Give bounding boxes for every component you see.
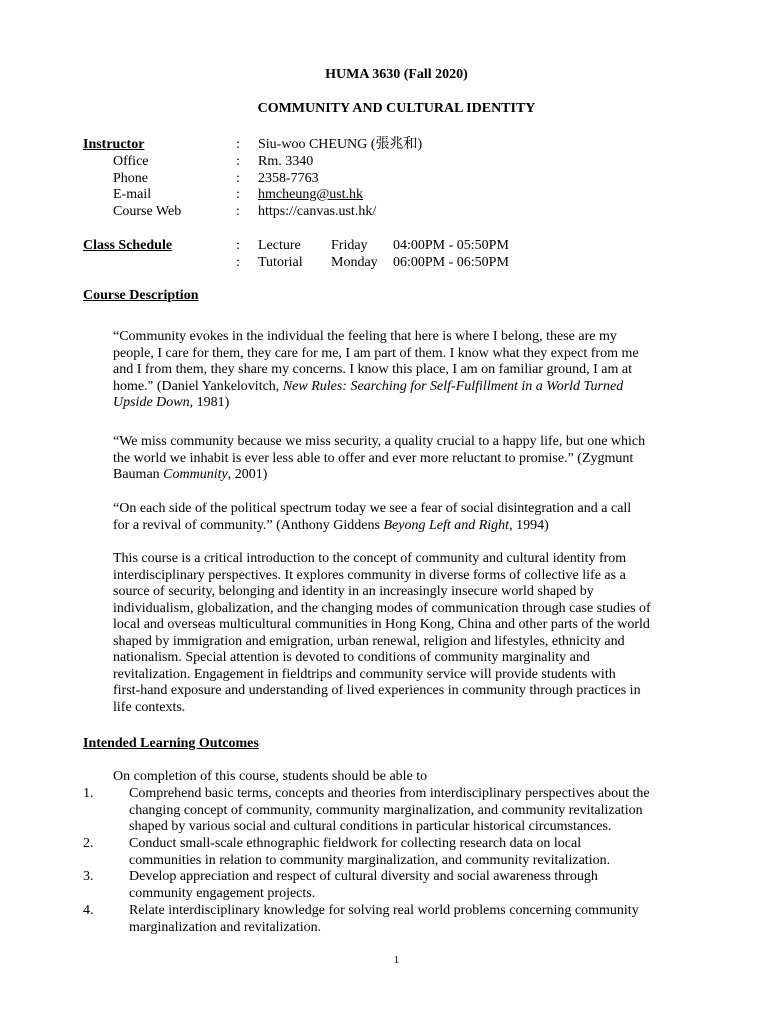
outcomes-intro: On completion of this course, students should be able to [113,769,428,784]
email-link[interactable]: hmcheung@ust.hk [258,187,364,202]
text-line [113,395,713,412]
text-span: Bauman [113,467,164,482]
schedule-type: Tutorial [258,255,303,270]
text-span: , 1994) [509,517,549,533]
text-line [113,467,713,484]
text-line: communities in relation to community marginalization, and community revitalization. [129,852,611,868]
list-item [129,903,639,936]
text-line: community engagement projects. [129,885,316,901]
text-line: Conduct small-scale ethnographic fieldwork for collecting research data on local [129,836,582,851]
learning-outcomes-heading: Intended Learning Outcomes [83,736,259,751]
text-line: interdisciplinary perspectives. It explores community in diverse forms of collective life as a [113,567,626,583]
phone-value: 2358-7763 [258,171,319,186]
schedule-time: 04:00PM - 05:50PM [393,238,509,253]
book-title: New Rules: Searching for Self-Fulfillment in a World Turned [282,378,624,394]
office-label: Office [113,154,149,169]
book-title: Beyong Left and Right [383,517,510,533]
schedule-day: Monday [331,255,378,270]
course-code-title: HUMA 3630 (Fall 2020) [325,67,468,82]
instructor-label: Instructor [83,137,145,152]
text-line: life contexts. [113,699,186,715]
text-line: individualism, globalization, and the changing modes of communication through case studies of [113,600,651,616]
text-line: shaped by various social and cultural conditions in particular historical circumstances. [129,819,612,834]
office-value: Rm. 3340 [258,154,314,169]
text-line: “We miss community because we miss security, a quality crucial to a happy life, but one which [113,434,646,449]
list-number: 1. [83,786,94,801]
schedule-day: Friday [331,238,368,253]
text-span: for a revival of community.” (Anthony Giddens [113,517,384,533]
text-line: This course is a critical introduction to the concept of community and cultural identity from [113,551,627,566]
schedule-time: 06:00PM - 06:50PM [393,255,509,270]
text-line [113,518,713,535]
course-web-link[interactable]: https://canvas.ust.hk/ [258,204,377,219]
schedule-type: Lecture [258,238,301,253]
list-item [129,869,598,902]
text-line [113,379,713,396]
text-line: marginalization and revitalization. [129,919,322,935]
colon: : [236,154,240,169]
page-number: 1 [393,954,400,966]
text-line: nationalism. Special attention is devoted to conditions of community marginality and [113,650,590,665]
text-line: changing concept of community, community marginalization, and community revitalization [129,802,643,818]
course-web-label: Course Web [113,204,182,219]
text-line: “Community evokes in the individual the feeling that here is where I belong, these are my [113,329,617,344]
book-title: Community [163,467,228,482]
course-title: COMMUNITY AND CULTURAL IDENTITY [257,101,536,116]
instructor-name: Siu-woo CHEUNG (張兆和) [258,137,423,152]
text-line: first-hand exposure and understanding of lived experiences in community through practices in [113,683,641,698]
class-schedule-label: Class Schedule [83,238,173,253]
text-line: local and overseas multicultural communities in Hong Kong, China and other parts of the world [113,617,650,632]
list-number: 3. [83,869,94,884]
email-label: E-mail [113,187,152,202]
book-title: Upside Down [113,395,190,410]
text-line: Develop appreciation and respect of cultural diversity and social awareness through [129,869,598,884]
text-span: , 2001) [227,467,268,482]
text-span: home." (Daniel Yankelovitch, [113,378,283,394]
colon: : [236,187,240,202]
quote-bauman [113,434,713,484]
colon: : [236,137,240,152]
course-description-body [113,551,713,716]
colon: : [236,171,240,186]
course-description-heading: Course Description [83,288,199,303]
colon: : [236,255,240,270]
text-line: Relate interdisciplinary knowledge for solving real world problems concerning community [129,903,639,918]
list-item [129,836,610,869]
text-line: people, I care for them, they care for me, I am part of them. I know what they expect from me [113,345,639,361]
text-line: and I from them, they share my concerns. I know this place, I am on familiar ground, I am at [113,362,633,377]
list-number: 4. [83,903,94,918]
list-item [129,786,650,836]
list-number: 2. [83,836,94,851]
text-line: shaped by immigration and emigration, urban renewal, religion and lifestyles, ethnicity and [113,633,625,649]
text-line: “On each side of the political spectrum today we see a fear of social disintegration and a call [113,501,632,516]
quote-yankelovitch [113,329,713,412]
text-line: Comprehend basic terms, concepts and theories from interdisciplinary perspectives about the [129,786,650,801]
quote-giddens [113,501,713,534]
text-line: source of security, belonging and identity in an increasingly insecure world shaped by [113,584,594,599]
text-line: revitalization. Engagement in fieldtrips and community service will provide students with [113,666,616,682]
phone-label: Phone [113,171,148,186]
colon: : [236,204,240,219]
text-line: the world we inhabit is ever less able to offer and ever more reluctant to promise.” (Zygmunt [113,450,634,466]
text-span: , 1981) [189,395,230,410]
colon: : [236,238,240,253]
